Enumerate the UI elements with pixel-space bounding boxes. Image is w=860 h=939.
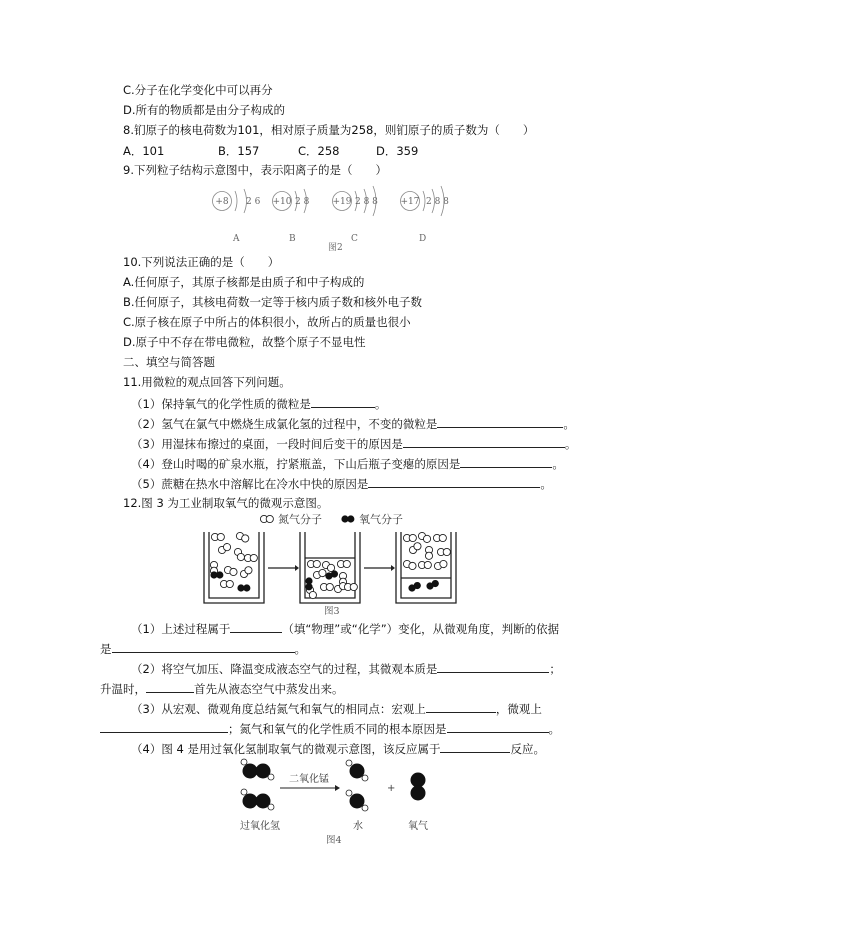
q8-options xyxy=(123,144,418,158)
water-molecule-1 xyxy=(346,760,368,781)
q11-part-1 xyxy=(131,396,386,411)
figure-2-caption: 图2 xyxy=(328,243,343,252)
q12-part-1-text-3: 是 xyxy=(100,642,112,656)
q12-part-1-text: （1）上述过程属于 xyxy=(131,622,231,636)
q11-part-2 xyxy=(131,416,575,431)
q8-stem: 8.钔原子的核电荷数为101，相对原子质量为258，则钔原子的质子数为（ ） xyxy=(123,123,535,137)
figure-3-oxygen-production xyxy=(198,510,480,620)
q11-part-4-text: （4）登山时喝的矿泉水瓶，拧紧瓶盖，下山后瓶子变瘪的原因是 xyxy=(131,457,461,471)
legend-o2 xyxy=(341,515,354,522)
legend-n2 xyxy=(260,515,273,522)
q12-part-2 xyxy=(131,661,561,676)
legend-o2-label: 氧气分子 xyxy=(359,513,403,526)
q11-part-4 xyxy=(131,456,564,471)
label-b: B xyxy=(289,234,296,244)
q11-part-3 xyxy=(131,436,576,451)
q12-part-2-text: （2）将空气加压、降温变成液态空气的过程，其微观本质是 xyxy=(131,662,438,676)
q11-part-1-end: 。 xyxy=(374,397,387,411)
figure-3-caption: 图3 xyxy=(324,606,340,617)
q11-part-3-text: （3）用湿抹布擦过的桌面，一段时间后变干的原因是 xyxy=(131,437,403,451)
catalyst-label: 二氧化锰 xyxy=(289,774,329,785)
container-3-molecules xyxy=(402,531,450,593)
q8-option-c: C．258 xyxy=(298,144,340,158)
q11-part-5 xyxy=(131,476,552,491)
q12-part-1 xyxy=(131,621,559,636)
q8-option-d: D．359 xyxy=(376,144,419,158)
q11-part-4-end: 。 xyxy=(552,457,564,471)
q12-part-4-text-2: 反应。 xyxy=(510,742,545,756)
q7-option-d: D.所有的物质都是由分子构成的 xyxy=(123,103,286,117)
h2o2-molecule-2 xyxy=(241,789,274,810)
water-molecule-2 xyxy=(346,790,368,811)
q12-part-1-cont xyxy=(100,641,306,656)
label-c: C xyxy=(351,234,358,244)
q11-part-5-text: （5）蔗糖在热水中溶解比在冷水中快的原因是 xyxy=(131,477,369,491)
figure-2-particle-diagrams xyxy=(200,180,480,252)
q8-option-b: B．157 xyxy=(218,144,260,158)
figure-4-caption: 图4 xyxy=(326,835,342,846)
section-heading: 二、填空与简答题 xyxy=(123,355,215,369)
particle-a-nucleus: +8 xyxy=(215,197,229,207)
q12-part-4 xyxy=(131,741,545,756)
q11-part-5-blank[interactable] xyxy=(368,476,540,488)
particle-d-nucleus: +17 xyxy=(400,197,420,207)
label-oxygen: 氧气 xyxy=(408,821,428,832)
q10-option-c: C.原子核在原子中所占的体积很小，故所占的质量也很小 xyxy=(123,315,411,329)
q12-part-2-text-4: 首先从液态空气中蒸发出来。 xyxy=(194,682,344,696)
q12-part-1-end: 。 xyxy=(294,642,306,656)
q12-part-1-text-2: （填“物理”或“化学”）变化，从微观角度，判断的依据 xyxy=(282,622,560,636)
q11-part-2-end: 。 xyxy=(563,417,575,431)
q11-stem: 11.用微粒的观点回答下列问题。 xyxy=(123,375,291,389)
q12-stem: 12.图 3 为工业制取氧气的微观示意图。 xyxy=(123,496,329,510)
particle-b-nucleus: +10 xyxy=(272,197,292,207)
q12-part-3-cont xyxy=(100,721,560,736)
q12-part-3-blank-1[interactable] xyxy=(426,701,496,713)
container-2-molecules xyxy=(305,560,357,600)
q12-part-2-blank-1[interactable] xyxy=(437,661,549,673)
particle-b-shells: 2 8 xyxy=(295,197,310,207)
label-hydrogen-peroxide: 过氧化氢 xyxy=(240,821,280,832)
q12-part-3 xyxy=(131,701,542,716)
particle-d-shells: 2 8 8 xyxy=(426,197,449,207)
label-water: 水 xyxy=(353,821,363,832)
q11-part-1-text: （1）保持氧气的化学性质的微粒是 xyxy=(131,397,311,411)
q12-part-2-cont xyxy=(100,681,344,696)
q12-part-2-blank-2[interactable] xyxy=(146,681,194,693)
q9-stem: 9.下列粒子结构示意图中，表示阳离子的是（ ） xyxy=(123,163,387,177)
q12-part-3-text-2: ，微观上 xyxy=(495,702,542,716)
q11-part-3-end: 。 xyxy=(564,437,577,451)
q11-part-3-blank[interactable] xyxy=(403,436,565,448)
q10-option-b: B.任何原子，其核电荷数一定等于核内质子数和核外电子数 xyxy=(123,295,423,309)
q12-part-4-blank[interactable] xyxy=(440,741,510,753)
q11-part-5-end: 。 xyxy=(540,477,552,491)
oxygen-molecule xyxy=(411,773,426,801)
q10-stem: 10.下列说法正确的是（ ） xyxy=(123,255,280,269)
particle-a-shells: 2 6 xyxy=(246,197,261,207)
q12-part-3-blank-3[interactable] xyxy=(447,721,549,733)
q8-option-a: A．101 xyxy=(123,144,165,158)
q12-part-3-blank-2[interactable] xyxy=(100,721,228,733)
label-d: D xyxy=(419,234,427,244)
q12-part-1-blank-1[interactable] xyxy=(230,621,282,633)
q12-part-4-text: （4）图 4 是用过氧化氢制取氧气的微观示意图，该反应属于 xyxy=(131,742,441,756)
q12-part-2-text-2: ； xyxy=(549,662,561,676)
q11-part-2-blank[interactable] xyxy=(437,416,563,428)
container-1-molecules xyxy=(210,531,257,591)
q12-part-2-text-3: 升温时， xyxy=(100,682,146,696)
particle-c-nucleus: +19 xyxy=(332,197,352,207)
q11-part-2-text: （2）氢气在氯气中燃烧生成氯化氢的过程中，不变的微粒是 xyxy=(131,417,438,431)
figure-4-h2o2-decomposition xyxy=(230,756,440,848)
q10-option-d: D.原子中不存在带电微粒，故整个原子不显电性 xyxy=(123,335,366,349)
q11-part-1-blank[interactable] xyxy=(311,396,375,408)
particle-d xyxy=(401,186,450,244)
q10-option-a: A.任何原子，其原子核都是由质子和中子构成的 xyxy=(123,275,365,289)
q12-part-3-text-3: ；氮气和氧气的化学性质不同的根本原因是 xyxy=(228,722,447,736)
q7-option-c: C.分子在化学变化中可以再分 xyxy=(123,83,273,97)
legend-n2-label: 氮气分子 xyxy=(278,513,322,526)
q12-part-3-text: （3）从宏观、微观角度总结氮气和氧气的相同点：宏观上 xyxy=(131,702,426,716)
q11-part-4-blank[interactable] xyxy=(460,456,552,468)
particle-a xyxy=(213,189,261,244)
h2o2-molecule-1 xyxy=(241,759,274,780)
q12-part-1-blank-2[interactable] xyxy=(112,641,295,653)
label-a: A xyxy=(233,234,240,244)
particle-c-shells: 2 8 8 xyxy=(355,197,378,207)
particle-c xyxy=(333,186,379,244)
plus-sign: + xyxy=(387,783,396,794)
q12-part-3-end: 。 xyxy=(548,722,560,736)
particle-b xyxy=(273,189,310,244)
